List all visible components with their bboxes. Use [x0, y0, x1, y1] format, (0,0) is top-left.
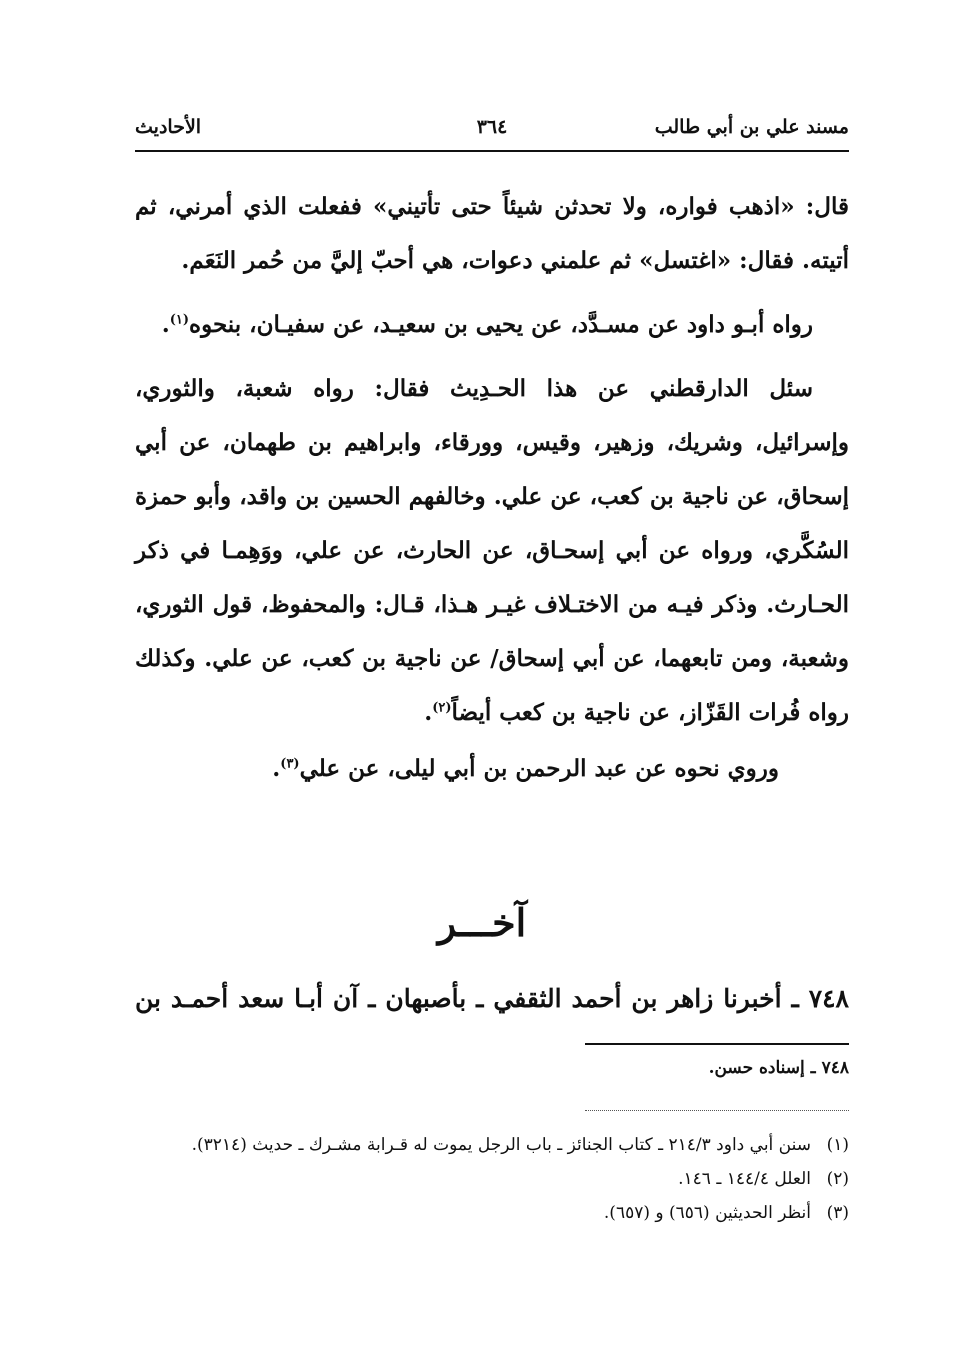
- paragraph-daraqutni-text: سئل الدارقطني عن هذا الحـدِيث فقال: رواه شعبة، والثوري، وإسرائيل، وشريك، وزهير، وقيس، وورقاء، وابراهيم بن طهمان، عن أبي إسحاق، عن ناجية بن كعب، عن علي. وخالفهم الحسين بن واقد، وأبو حمزة السُكَّري، ورواه عن أبي إسحـاق، عن الحارث، عن علي، ووَهِمـا في ذكر الحـارث. وذكر فيـه من الاختـلاف غيـر هـذا، قـال: والمحفوظ، قول الثوري، وشعبة، ومن تابعهما، عن أبي إسحاق/ عن ناجية بن كعب، عن علي. وكذلك رواه فُرات القَزّاز، عن ناجية بن كعب أيضاً: [135, 375, 849, 726]
- paragraph-hadith-end: قال: «اذهب فواره، ولا تحدثن شيئاً حتى تأتيني» ففعلت الذي أمرني، ثم أتيته. فقال: «اغتسل» ثم علمني دعوات، هي أحبّ إليَّ من حُمر النَعَم.: [135, 193, 849, 274]
- footnote-dotted-separator: [585, 1110, 849, 1111]
- hadith-748-opening: ٧٤٨ ـ أخبرنا زاهر بن أحمد الثقفي ـ بأصبهان ـ آن أبـا سعد أحمـد بن: [135, 984, 849, 1013]
- book-title: مسند علي بن أبي طالب: [654, 116, 849, 138]
- footnote-text: العلل ١٤٤/٤ ـ ١٤٦.: [678, 1169, 811, 1189]
- footnote-ref-1: (١): [169, 312, 190, 328]
- section-heading: آخـــر: [437, 900, 527, 945]
- paragraph-riwaya: [135, 298, 849, 352]
- footnote-number: (٢): [826, 1169, 849, 1189]
- running-header: [135, 112, 849, 152]
- footnote-ref-3: (٣): [280, 756, 300, 772]
- footnote-item: [135, 1196, 849, 1230]
- footnote-text: أنظر الحديثين (٦٥٦) و (٦٥٧).: [603, 1203, 811, 1223]
- paragraph-ibn-abi-layla-end: .: [272, 755, 281, 782]
- paragraph-daraqutni: [135, 362, 849, 740]
- footnote-separator: [585, 1043, 849, 1045]
- paragraph-riwaya-end: .: [161, 311, 170, 338]
- footnote-number: (١): [826, 1135, 849, 1155]
- footnotes: [135, 1128, 849, 1230]
- paragraph-riwaya-text: رواه أبـو داود عن مسـدَّد، عن يحيى بن سعيـد، عن سفيـان، بنحوه: [189, 311, 813, 338]
- paragraph-ibn-abi-layla-text: وروي نحوه عن عبد الرحمن بن أبي ليلى، عن علي: [299, 755, 779, 782]
- footnote-number: (٣): [826, 1203, 849, 1223]
- section-name: الأحاديث: [135, 116, 202, 138]
- header-rule: [135, 150, 849, 152]
- footnote-text: سنن أبي داود ٢١٤/٣ ـ كتاب الجنائز ـ باب الرجل يموت له قـرابة مشـرك ـ حديث (٣٢١٤).: [191, 1135, 811, 1155]
- footnote-item: [135, 1162, 849, 1196]
- paragraph-ibn-abi-layla: [135, 742, 849, 796]
- paragraph-daraqutni-end: .: [424, 699, 433, 726]
- footnote-item: [135, 1128, 849, 1162]
- hadith-grading-note: ٧٤٨ ـ إسناده حسن.: [708, 1058, 849, 1078]
- footnote-ref-2: (٢): [432, 700, 452, 716]
- page-number: ٣٦٤: [476, 116, 508, 138]
- main-text: [135, 180, 849, 796]
